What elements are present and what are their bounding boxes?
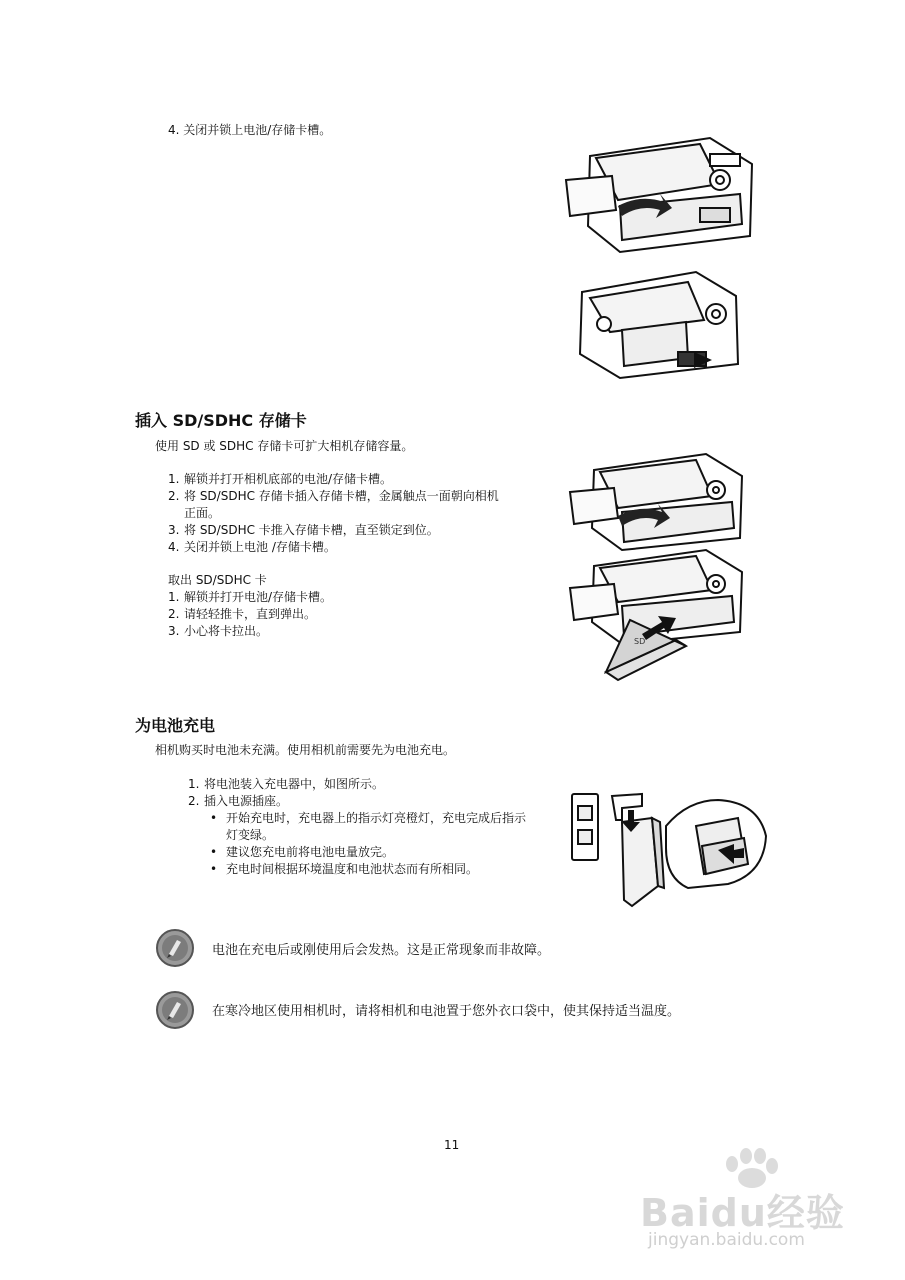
list-item: 2. 插入电源插座。: [188, 794, 289, 808]
list-item: 灯变绿。: [226, 828, 275, 842]
watermark-brand: Baidu经验: [640, 1191, 845, 1235]
camera-lock-illustration: [576, 270, 746, 380]
page-number: 11: [444, 1138, 460, 1152]
camera-door-close-illustration: [560, 136, 760, 256]
camera-sd-door-illustration: [566, 452, 746, 552]
sd-insert-steps: [168, 471, 499, 556]
top-step: 4. 关闭并锁上电池/存储卡槽。: [168, 123, 332, 137]
note-icon: [155, 928, 195, 968]
charger-illustration: [568, 788, 772, 914]
list-item: • 建议您充电前将电池电量放完。: [210, 845, 395, 859]
list-item: 3. 小心将卡拉出。: [168, 624, 269, 638]
list-item: • 开始充电时，充电器上的指示灯亮橙灯，充电完成后指示: [210, 811, 527, 825]
note-icon: [155, 990, 195, 1030]
list-item: 正面。: [184, 506, 221, 520]
bullet-icon: •: [210, 811, 218, 825]
list-item: • 充电时间根据环境温度和电池状态而有所相同。: [210, 862, 479, 876]
bullet-icon: •: [210, 845, 218, 859]
list-item: 1. 解锁并打开相机底部的电池/存储卡槽。: [168, 472, 393, 486]
sd-remove-steps: [168, 589, 332, 640]
list-item: 2. 请轻轻推卡，直到弹出。: [168, 607, 317, 621]
bullet-icon: •: [210, 862, 218, 876]
sd-section-title: 插入 SD/SDHC 存储卡: [135, 411, 307, 430]
sd-card-label: SD: [634, 637, 646, 646]
list-item: 1. 解锁并打开电池/存储卡槽。: [168, 590, 333, 604]
list-item: 1. 将电池装入充电器中，如图所示。: [188, 777, 385, 791]
note-text: 电池在充电后或刚使用后会发热。这是正常现象而非故障。: [212, 943, 551, 958]
charge-steps: [188, 776, 384, 810]
sd-section-intro: 使用 SD 或 SDHC 存储卡可扩大相机存储容量。: [155, 439, 414, 453]
list-item: 3. 将 SD/SDHC 卡推入存储卡槽，直至锁定到位。: [168, 523, 439, 537]
watermark: [640, 1152, 860, 1262]
charge-bullets: [210, 810, 526, 878]
list-item: 4. 关闭并锁上电池 /存储卡槽。: [168, 540, 336, 554]
charge-section-intro: 相机购买时电池未充满。使用相机前需要先为电池充电。: [155, 743, 456, 757]
watermark-url: jingyan.baidu.com: [648, 1230, 805, 1250]
sd-remove-title: 取出 SD/SDHC 卡: [168, 573, 267, 587]
charge-section-title: 为电池充电: [135, 716, 216, 735]
camera-sd-insert-illustration: [566, 548, 746, 688]
note-text: 在寒冷地区使用相机时，请将相机和电池置于您外衣口袋中，使其保持适当温度。: [212, 1004, 681, 1019]
list-item: 2. 将 SD/SDHC 存储卡插入存储卡槽，金属触点一面朝向相机: [168, 489, 499, 503]
